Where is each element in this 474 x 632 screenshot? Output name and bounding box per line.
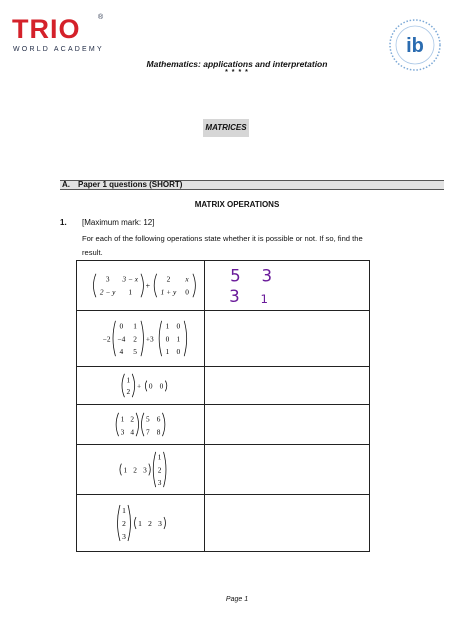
matrix-cell: x	[185, 274, 189, 284]
document-title: Mathematics: applications and interpretation	[146, 59, 328, 69]
table-row	[77, 495, 369, 551]
matrix-cell: 5	[133, 347, 137, 357]
answer-cell: 3	[229, 287, 240, 307]
matrix-cell: 3 − x	[122, 274, 138, 284]
answer-cell: 3	[261, 266, 273, 286]
operator: +	[145, 281, 151, 291]
operation-expression	[77, 495, 204, 551]
operation-expression	[77, 405, 204, 444]
table-row	[77, 445, 369, 495]
matrix-cell: 2	[157, 465, 162, 475]
matrix-cell: 3	[143, 465, 147, 475]
table-row	[77, 405, 369, 445]
matrix-cell: 3	[122, 532, 126, 541]
page-number: Page 1	[225, 596, 249, 603]
matrix-cell: 0	[119, 321, 124, 331]
question-prompt: For each of the following operations state whether it is possible or not. If so, find the result.	[82, 234, 363, 257]
matrix-cell: −4	[117, 334, 126, 344]
trio-logo-subtitle: WORLD ACADEMY	[13, 46, 104, 53]
matrix-cell: 1 + y	[160, 287, 177, 297]
subsection-heading: MATRIX OPERATIONS	[194, 200, 280, 209]
matrix-cell: 0	[176, 321, 181, 331]
ib-logo-text: ib	[406, 35, 424, 57]
matrix-cell: 7	[145, 427, 150, 437]
matrix-cell: 1	[128, 287, 133, 297]
answer-cell[interactable]	[205, 311, 369, 366]
matrix-cell: 0	[159, 381, 164, 391]
matrix-cell: 4	[130, 427, 135, 437]
matrix-cell: 1	[165, 321, 170, 331]
matrix-cell: 2	[148, 519, 152, 528]
matrix-cell: 2	[122, 519, 126, 528]
operation-expression	[77, 311, 204, 366]
table-row	[77, 261, 369, 311]
matrix-cell: 4	[119, 347, 124, 357]
matrix-cell: 1	[123, 465, 128, 475]
matrix-cell: 3	[158, 519, 162, 528]
matrix-cell: 0	[176, 347, 181, 357]
answer-cell[interactable]	[205, 367, 369, 404]
table-row	[77, 311, 369, 367]
matrix-cell: 1	[133, 321, 137, 331]
section-title: Paper 1 questions (SHORT)	[78, 180, 183, 189]
matrix-cell: 1	[122, 506, 126, 515]
matrix-cell: 0	[148, 381, 153, 391]
matrix-cell: 3	[105, 274, 110, 284]
matrix-cell: 2	[133, 465, 137, 475]
matrix-cell: 0	[185, 287, 189, 297]
matrix-cell: 1	[120, 414, 125, 424]
answer-cell: 1	[260, 292, 269, 307]
matrix-cell: 1	[126, 375, 131, 385]
matrix-cell: 2	[133, 334, 137, 344]
question-mark: [Maximum mark: 12]	[82, 218, 155, 227]
coefficient: −2	[102, 334, 111, 344]
topic-label: MATRICES	[203, 119, 249, 137]
title-stars: * * * *	[225, 69, 249, 76]
matrix-cell: 1	[165, 347, 170, 357]
matrix-cell: 2	[130, 414, 135, 424]
matrix-cell: 2	[126, 387, 131, 397]
answer-cell[interactable]	[205, 445, 369, 494]
matrix-cell: 0	[165, 334, 170, 344]
answer-cell[interactable]	[205, 405, 369, 444]
table-row	[77, 367, 369, 405]
matrix-cell: 3	[120, 427, 125, 437]
matrix-cell: 3	[157, 478, 162, 488]
matrix-cell: 1	[138, 519, 142, 528]
operation-expression	[77, 367, 204, 404]
matrix-cell: 5	[145, 414, 150, 424]
matrix-cell: 6	[156, 414, 161, 424]
operator: +3	[145, 334, 154, 344]
matrix-cell: 1	[176, 334, 181, 344]
answer-cell: 5	[230, 266, 241, 286]
handwritten-answer	[205, 261, 369, 310]
matrix-cell: 2 − y	[99, 287, 116, 297]
operations-table	[76, 260, 370, 552]
trio-world-academy-logo: TRIO ® WORLD ACADEMY	[12, 14, 104, 53]
operation-expression	[77, 261, 204, 310]
operator: +	[136, 381, 142, 391]
operation-expression	[77, 445, 204, 494]
matrix-cell: 2	[166, 274, 171, 284]
answer-cell[interactable]	[205, 495, 369, 551]
matrix-cell: 1	[157, 452, 162, 462]
matrix-cell: 8	[156, 427, 161, 437]
section-bar	[60, 180, 444, 190]
question-number: 1.	[60, 218, 67, 227]
section-letter: A.	[62, 180, 70, 189]
trio-logo-word: TRIO	[12, 14, 81, 44]
